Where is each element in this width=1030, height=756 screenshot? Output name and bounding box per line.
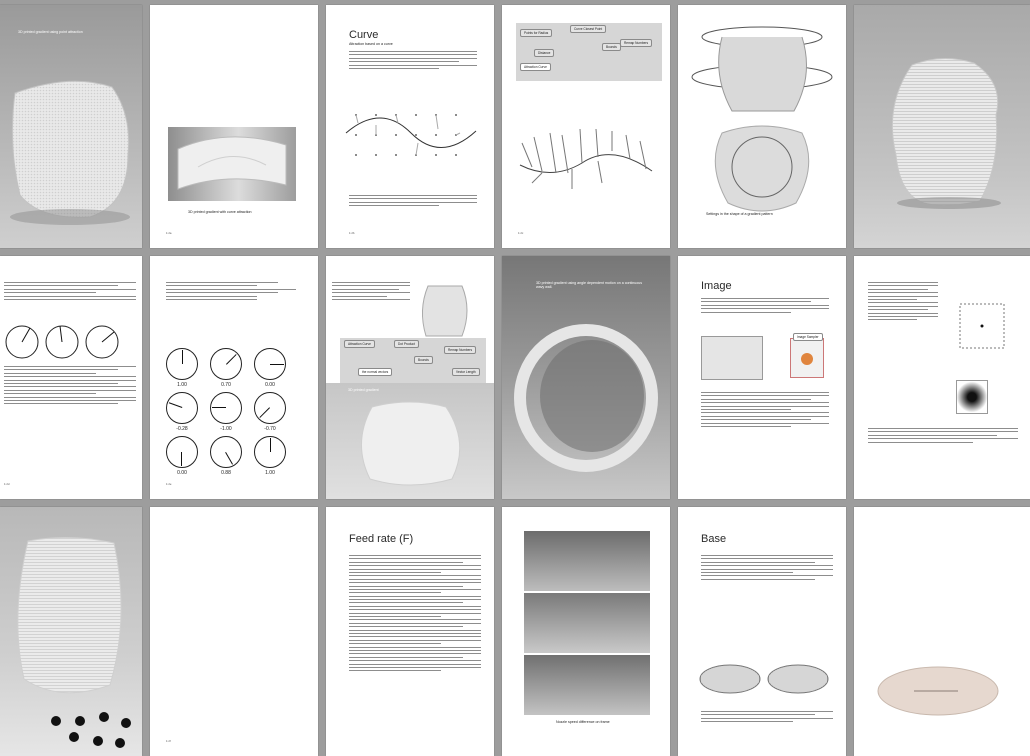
photo-caption: 3D printed gradient using angle dependent motion on a continuous wavy wall. <box>536 281 643 289</box>
gauge <box>166 348 198 388</box>
section-intro: Attraction based on a curve <box>349 42 393 46</box>
gauge <box>210 392 242 432</box>
sampler-icon <box>801 353 813 365</box>
gauge <box>210 436 242 476</box>
gauge-needle <box>181 452 182 466</box>
body-text <box>349 555 481 674</box>
page-vase-photo-3[interactable] <box>0 507 142 756</box>
gh-node: Remap Numbers <box>444 346 476 354</box>
gh-node: Attraction Curve <box>344 340 375 348</box>
gauge-value: 0.88 <box>221 470 231 476</box>
gh-node: the normal vectors <box>358 368 392 376</box>
gh-node: Curve Closest Point <box>570 25 606 33</box>
image-sampler-dialog <box>701 336 763 380</box>
gh-node: Bounds <box>602 43 621 51</box>
page-gauges[interactable] <box>150 256 318 499</box>
body-text <box>349 195 477 209</box>
page-curve[interactable] <box>326 5 494 248</box>
section-title: Base <box>701 533 727 545</box>
gh-node: Dot Product <box>394 340 419 348</box>
gauge <box>166 436 198 476</box>
page-panel[interactable] <box>150 5 318 248</box>
gauge-needle <box>270 364 284 365</box>
page-footer: 1:2e <box>166 482 172 486</box>
ring-illustration <box>502 256 670 499</box>
gauge-needle <box>225 452 233 465</box>
gauge <box>166 392 198 432</box>
page-image-sampler[interactable] <box>854 256 1030 499</box>
vase-illustration <box>0 5 142 248</box>
grasshopper-canvas <box>516 23 662 81</box>
vase-mesh-illustration <box>678 15 846 215</box>
vase-illustration <box>0 507 142 756</box>
gauge-needle <box>169 402 182 408</box>
page-footer: 1:2c <box>518 231 524 235</box>
gh-node: Points for Radius <box>520 29 552 37</box>
curve-diagram <box>326 103 494 193</box>
gh-node: Distance <box>534 49 554 57</box>
panel-shape <box>168 127 296 201</box>
body-text <box>349 51 477 71</box>
vector-diagram <box>502 123 670 193</box>
gauge-value: 0.70 <box>221 382 231 388</box>
diagram-caption: Settings in the shape of a gradient pattern <box>706 212 773 216</box>
body-text <box>701 555 833 582</box>
gauge <box>254 436 286 476</box>
gauge-needle <box>226 354 237 365</box>
grasshopper-image-canvas <box>868 380 1020 420</box>
sampler-grid-diagram <box>946 292 1026 362</box>
gh-node: Bounds <box>414 356 433 364</box>
photo-caption: 3D printed gradient <box>348 388 379 392</box>
gh-node: Vector Length <box>452 368 480 376</box>
body-text <box>701 298 829 315</box>
page-footer: 1:2d <box>4 482 10 486</box>
grasshopper-canvas <box>340 338 486 386</box>
page-base[interactable] <box>678 507 846 756</box>
panel-photo <box>168 127 296 201</box>
page-grasshopper-curve[interactable] <box>502 5 670 248</box>
panel-caption: 3D printed gradient with curve attraction <box>188 210 252 214</box>
vase-illustration <box>326 383 494 499</box>
page-blank[interactable] <box>150 507 318 756</box>
page-vase-photo-1[interactable] <box>0 5 142 248</box>
gauge-value: 0.00 <box>177 470 187 476</box>
gauge <box>210 348 242 388</box>
page-vase-diagram[interactable] <box>678 5 846 248</box>
page-printer-photos[interactable] <box>502 507 670 756</box>
gauge-value: 0.00 <box>265 382 275 388</box>
gauge-value: -0.28 <box>176 426 188 432</box>
section-title: Curve <box>349 29 379 41</box>
image-sampler-node <box>790 335 824 378</box>
printer-photo-3 <box>524 655 650 715</box>
gauge-value: 1.00 <box>265 470 275 476</box>
gauge <box>254 392 286 432</box>
page-footer: 1:2b <box>349 231 355 235</box>
body-text <box>701 392 829 429</box>
gauge-value: -1.00 <box>220 426 232 432</box>
gh-node: Attraction Curve <box>520 63 551 71</box>
gauge-value: 1.00 <box>177 382 187 388</box>
gh-node: Image Sampler <box>793 333 823 341</box>
page-vase-photo-2[interactable] <box>854 5 1030 248</box>
page-feed-rate[interactable] <box>326 507 494 756</box>
vase-photo <box>326 383 494 499</box>
gh-node: Remap Numbers <box>620 39 652 47</box>
printer-photo-1 <box>524 531 650 591</box>
gradient-image <box>956 380 988 414</box>
gauge-needle <box>259 407 270 418</box>
body-text <box>868 428 1018 445</box>
page-footer: 1:2f <box>166 739 171 743</box>
angle-diagrams <box>0 324 142 364</box>
page-footer: 1:2a <box>166 231 172 235</box>
gauge <box>254 348 286 388</box>
photo-caption: Nozzle speed difference on frame <box>556 720 610 724</box>
printer-photo-2 <box>524 593 650 653</box>
page-base-photo[interactable] <box>854 507 1030 756</box>
body-text <box>332 282 410 302</box>
page-image[interactable] <box>678 256 846 499</box>
vase-small-illustration <box>414 280 474 344</box>
page-angle-text[interactable] <box>0 256 142 499</box>
vase-illustration <box>854 5 1030 248</box>
base-diagrams <box>678 661 846 701</box>
gauge-needle <box>212 407 226 408</box>
page-vase-normals[interactable] <box>326 256 494 499</box>
body-text <box>701 711 833 725</box>
gauge-value: -0.70 <box>264 426 276 432</box>
body-text <box>4 282 136 302</box>
gauge-needle <box>270 438 271 452</box>
body-text <box>4 366 136 407</box>
base-illustration <box>854 507 1030 756</box>
section-title: Image <box>701 280 732 292</box>
gauge-needle <box>182 350 183 364</box>
body-text <box>166 282 296 302</box>
body-text <box>868 282 938 323</box>
section-title: Feed rate (F) <box>349 533 414 545</box>
page-ring-photo[interactable] <box>502 256 670 499</box>
photo-caption: 3D printed gradient using point attraction <box>18 30 83 34</box>
